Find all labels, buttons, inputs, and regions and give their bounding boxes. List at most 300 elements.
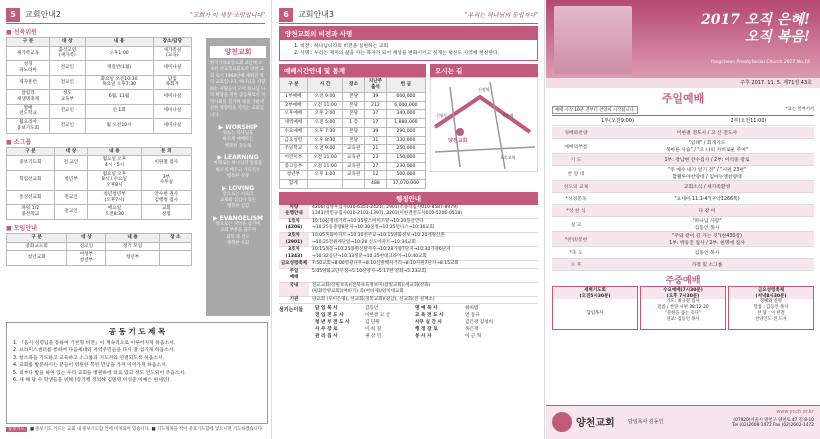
staff-name: 목은재 bbox=[465, 326, 479, 332]
table-cell: 오전 9:00 bbox=[307, 145, 342, 154]
table-cell: 오전 11:00 bbox=[307, 153, 342, 162]
table-cell: 전교인 bbox=[50, 104, 85, 118]
table-row bbox=[280, 101, 426, 110]
table-cell: 여성부 청년부 bbox=[67, 251, 106, 265]
small-groups-title: ■ 소그룹 bbox=[6, 138, 32, 146]
table-cell: 전교인 bbox=[54, 190, 88, 204]
table-row bbox=[7, 190, 192, 204]
table-cell: 월요리아 중보기도회 bbox=[7, 119, 50, 133]
table-row bbox=[280, 180, 426, 189]
staff-role: 봉 사 자 bbox=[415, 333, 432, 339]
table-cell: 본당 bbox=[343, 101, 365, 110]
sunday-service-heading: 주일예배 bbox=[661, 92, 705, 105]
sidebar-item-heading: ▶ LOVING bbox=[221, 184, 255, 192]
admin-row bbox=[279, 205, 538, 219]
table-cell: 청년교회 bbox=[7, 251, 67, 265]
order-row bbox=[552, 193, 814, 205]
left-panel bbox=[0, 0, 272, 439]
table-cell: 1 층 bbox=[343, 119, 365, 128]
admin-row bbox=[279, 233, 538, 247]
table-cell: 성도 교육부 bbox=[50, 90, 85, 104]
order-value: "하나님 사랑" 김동인 목사 bbox=[692, 219, 722, 231]
table-cell: 합계 bbox=[280, 180, 308, 189]
table-cell: 전교인 bbox=[67, 242, 106, 251]
church-footer bbox=[546, 405, 820, 439]
table-row bbox=[280, 136, 426, 145]
order-value: "주 예수 내가 알기 전" / "시편 23편" 할렐루야찬양대 / 임마누엘찬양대 bbox=[667, 168, 747, 180]
table-cell: 교회 신청 bbox=[141, 205, 191, 219]
table-cell: 교육관 bbox=[343, 145, 365, 154]
church-logo-icon bbox=[552, 412, 572, 432]
staff-row bbox=[315, 313, 538, 320]
cover-title-2: 오직 복음! bbox=[744, 28, 810, 45]
table-cell: 중고등부 bbox=[280, 162, 308, 171]
weekday-service-heading: 주중예배 bbox=[665, 276, 701, 286]
prayer-item: 5. 외부다 방을 하여 있는 우리 교회들 병원하에 의료 있고 정도 인도되어 주옵소서. bbox=[13, 370, 186, 376]
table-cell: 출석교인 (새가족) bbox=[50, 46, 85, 60]
table-cell: 전교인 bbox=[50, 75, 85, 89]
table-header-cell: 장소 bbox=[343, 78, 365, 92]
table-cell: 월요일 오후 4시 - 5시 bbox=[88, 156, 141, 170]
table-cell: 연 1회 bbox=[85, 104, 153, 118]
order-label: 오 후 bbox=[570, 263, 582, 268]
map-label: 신정역 bbox=[478, 87, 490, 93]
admin-row-label: 기관 bbox=[279, 297, 309, 304]
staff-role: 전 임 전 도 사 bbox=[315, 313, 344, 319]
table-header-cell: 구 분 bbox=[280, 78, 308, 92]
first-service-time: 1부(오전9:00) bbox=[601, 118, 634, 124]
standing-note: *표는 일어서서 bbox=[785, 107, 814, 112]
sidebar-item-heading: ▶ EVANGELISM bbox=[212, 214, 264, 222]
order-value: "입례" / 회개기도 목마른 사슴" / "오 나의 자비로운 주여" bbox=[665, 141, 749, 153]
table-cell: 파워 1/2 용선학교 bbox=[7, 205, 55, 219]
table-row bbox=[280, 127, 426, 136]
map-label: 목동역 bbox=[502, 113, 514, 119]
staff-box bbox=[279, 306, 538, 340]
admin-row-value: 10:10신정네거리→10:15필스마이트앞→10:20돌산인다 →10:25동충량8단지→10:30신정→10:35먼나스→10:36교회 bbox=[312, 218, 434, 231]
table-cell: 오후예배 bbox=[280, 110, 308, 119]
table-row bbox=[280, 145, 426, 154]
table-cell: 청년청년부 (오후7시) bbox=[88, 190, 141, 204]
small-groups-table bbox=[6, 147, 192, 220]
table-row bbox=[7, 90, 192, 104]
order-value: 가정 및 소그룹 bbox=[691, 263, 723, 268]
table-cell bbox=[159, 251, 191, 265]
table-cell: 오후 7:30 bbox=[307, 127, 342, 136]
admin-row-value: 10:05목화아파트→10:10천주교→10:15양화정보→10:20계왕산촌 →10:25전원계단앞→10:28 신도아파트→10:34교회 bbox=[312, 232, 445, 245]
table-cell: 이원철 집사 bbox=[141, 156, 191, 170]
table-cell: 담임 목회자 bbox=[153, 75, 191, 89]
weekday-service-column bbox=[728, 286, 814, 330]
order-value: "주와 같이 길 가는 것"(찬430장) 1부: 박동진 집사 / 2부: 한명애 집사 bbox=[669, 234, 745, 246]
table-cell: 31 bbox=[365, 136, 387, 145]
table-cell: 통성선교회 bbox=[7, 190, 55, 204]
table-cell: 17,070,000 bbox=[386, 180, 425, 189]
prayer-box bbox=[6, 322, 268, 424]
weekday-service-title: 금요성령축제 (저녁8시30분) bbox=[729, 287, 813, 299]
table-row bbox=[280, 110, 426, 119]
cover-title-1: 2017 오직 은혜! bbox=[701, 12, 810, 28]
church-location-marker bbox=[456, 128, 464, 136]
admin-row-label: 3호차 (1343) bbox=[279, 247, 309, 260]
admin-title: 행정안내 bbox=[279, 192, 538, 205]
order-label: 예배의부름 bbox=[564, 144, 588, 150]
order-row bbox=[552, 139, 814, 154]
staff-role: 행 정 장 로 bbox=[415, 326, 438, 332]
table-row bbox=[7, 61, 192, 75]
table-cell: 6,000,000 bbox=[386, 101, 425, 110]
sidebar-item-text: 아래로는 하나님의 말씀을 바르게 배우고 가르치는 행복한 성장 bbox=[213, 161, 263, 180]
order-label: *성 찬 식 bbox=[566, 209, 586, 214]
vision-box bbox=[279, 26, 538, 61]
table-row bbox=[7, 242, 192, 251]
order-label: 성도의 교제 bbox=[563, 185, 589, 190]
table-header-cell: 구 분 bbox=[7, 233, 67, 242]
order-row bbox=[552, 154, 814, 166]
mission-line: 2. 사명 : 우리는 제자의 삶을 사는 목자가 되어 세상을 변화시키고 싶게는 평신도 사역에 헌신한다. bbox=[294, 51, 500, 57]
footer-url[interactable]: www.ycch.or.kr bbox=[776, 409, 814, 415]
table-header-cell: 시 간 bbox=[307, 78, 342, 92]
order-row bbox=[552, 166, 814, 181]
sidebar-head: 양천교회 bbox=[210, 46, 266, 58]
table-cell: 330,000 bbox=[386, 136, 425, 145]
staff-role: 교 육 전 도 사 bbox=[415, 313, 444, 319]
prayer-title: 공 동 기 도 제 목 bbox=[108, 327, 166, 336]
table-row bbox=[280, 92, 426, 101]
table-cell: 212 bbox=[365, 101, 387, 110]
table-cell: 150,000 bbox=[386, 153, 425, 162]
staff-name: 이 근 혁 bbox=[465, 333, 482, 339]
table-row bbox=[7, 170, 192, 190]
table-cell: 매요일 오전8:30 bbox=[88, 205, 141, 219]
table-row bbox=[280, 153, 426, 162]
table-cell: 340,000 bbox=[386, 110, 425, 119]
admin-row-value: 5:05양화교단우정→5:10신양사→5:17현 강화→5:23교회 bbox=[312, 268, 427, 274]
staff-row bbox=[315, 306, 538, 313]
order-row bbox=[552, 205, 814, 217]
footnote-text: ■ 중보기도 카드는 교회 내 중보기도함 안에 비치되어 있습니다. ■ 기도제목을 적어 중보기도함에 넣으시면 기도하겠습니다. bbox=[29, 427, 264, 432]
order-value: 김동인 목사 bbox=[694, 251, 720, 256]
order-label: 기 도 bbox=[570, 158, 582, 163]
table-cell: 전교인 bbox=[54, 205, 88, 219]
order-label: *축 도 bbox=[569, 251, 583, 256]
prayer-item: 3. 항소목을 기도하고 교육하고 소그룹과 지도자와 연결되도록 하옵소서. bbox=[13, 355, 165, 361]
table-cell: 새벽예배 bbox=[280, 119, 308, 128]
map-box bbox=[430, 64, 538, 189]
weekday-service-title: 수요예배(7시30분) (오후 7시30분) bbox=[641, 287, 725, 299]
admin-row-value: 양교회 (우이은명), 선교회(경복교회)(전남), 선교회(전 설계소) bbox=[312, 296, 435, 302]
table-cell: 갈릴리 새생명축제 bbox=[7, 90, 50, 104]
table-cell: 열매 전도학교 bbox=[7, 104, 50, 118]
table-cell bbox=[159, 242, 191, 251]
map-title: 오시는 길 bbox=[430, 64, 538, 77]
table-header-cell: 문 의 bbox=[141, 147, 191, 156]
table-cell bbox=[307, 180, 342, 189]
staff-name: 이한결 고 산 bbox=[365, 313, 391, 319]
directions-map bbox=[430, 77, 538, 172]
table-cell: 안수현 권사 김행정 집사 bbox=[141, 190, 191, 204]
staff-title: 섬기는이들 bbox=[279, 307, 304, 314]
table-cell: 290,000 bbox=[386, 127, 425, 136]
order-label: *성경봉독 bbox=[565, 197, 587, 202]
footer-pastor: 담임목사 김동인 bbox=[628, 419, 664, 425]
admin-row-label: 금요성령축제 bbox=[280, 261, 308, 267]
table-cell: 중보기도회 bbox=[7, 156, 55, 170]
schedule-table bbox=[279, 77, 426, 189]
table-cell: 본당 bbox=[343, 136, 365, 145]
table-header-cell: 장소/담당 bbox=[153, 38, 191, 47]
admin-row-label: 2호차 (2901) bbox=[279, 233, 309, 246]
sidebar-item-text: 위로는 하나님을 바르게 예배하는 행복한 공동체 bbox=[222, 130, 254, 149]
table-cell: 21 bbox=[365, 145, 387, 154]
table-cell: 600,000 bbox=[386, 92, 425, 101]
order-label: *찬양/봉헌 bbox=[564, 237, 588, 243]
admin-row bbox=[279, 283, 538, 297]
prayer-item: 2. 프라미스센터를 통하여 다음세대와 지역주민들을 다시 잘 섬기게 하옵소서. bbox=[13, 348, 175, 354]
table-header-cell: 헌 금 bbox=[386, 78, 425, 92]
staff-name: 최희범 bbox=[465, 306, 479, 312]
table-cell: 금요성령 bbox=[280, 136, 308, 145]
table-cell: 월요일 오후 8시 / 수요일 오후8시 bbox=[88, 170, 141, 190]
table-row bbox=[280, 119, 426, 128]
staff-name: 연 동규 bbox=[465, 313, 480, 319]
meetings-title: ■ 모임안내 bbox=[6, 224, 37, 232]
table-cell: 27 bbox=[365, 162, 387, 171]
table-cell: 세미나실 bbox=[153, 90, 191, 104]
weekday-service-detail: 경배와 찬양 말씀 : 김동인 목사 찬 양 : 이 한결 찬양인도 전 도사 bbox=[753, 299, 789, 323]
groups-title: ■ 선육위원 bbox=[6, 29, 37, 36]
table-row bbox=[280, 171, 426, 180]
groups-table bbox=[6, 37, 192, 134]
table-cell: 오후 2:00 bbox=[307, 110, 342, 119]
table-header-cell: 내 용 bbox=[88, 147, 141, 156]
table-header-cell: 구 분 bbox=[7, 38, 50, 47]
admin-row bbox=[279, 247, 538, 261]
staff-role: 사 무 장 로 bbox=[315, 326, 338, 332]
table-cell: 새가족교육 bbox=[7, 46, 50, 60]
order-value: "요세아 11:1-4"(구약1266쪽) bbox=[674, 197, 740, 202]
middle-panel bbox=[273, 0, 545, 439]
table-cell: 월 오전10시 bbox=[85, 119, 153, 133]
section-motto: "우리는 하나님의 동업자다" bbox=[464, 12, 538, 19]
table-cell: 1,880,000 bbox=[386, 119, 425, 128]
table-cell: 본당 bbox=[343, 92, 365, 101]
section-header bbox=[6, 6, 265, 24]
admin-row-label: 주일 예배 bbox=[279, 269, 309, 282]
meetings-table bbox=[6, 233, 192, 266]
schedule-box bbox=[279, 64, 426, 189]
sidebar-item-text: 안으로는 서로의 교제와 섬김이 있는 행복한 섬김 bbox=[220, 191, 256, 210]
cover-subtitle: Yangcheon Presbyterian Church 2017 No.18 bbox=[710, 60, 810, 65]
admin-row-label: 차량 운행안내 bbox=[279, 205, 309, 218]
church-building-image bbox=[554, 6, 632, 74]
table-cell: 3부 사무실 bbox=[141, 170, 191, 190]
table-cell: 어린이부 bbox=[280, 153, 308, 162]
table-header-cell: 구 분 bbox=[7, 147, 55, 156]
order-value: 1부: 장남현 안수집사 / 2부: 이석중 장로 bbox=[664, 158, 750, 163]
order-value: 교회소식 / 새가족환영 bbox=[683, 185, 731, 190]
sidebar-body: 한국기독교장로회 교단에 소속된 선교적교회로서 양천 교회 로서 1968년에 세워진 복의 교회입니다. 하나님을 사랑하는 사람들이 모여 하나님 나라 확장을 위한 공동체로서 지역사회를 섬기며 세상 가운데 선한 영향력을 끼치는 교회입니다. bbox=[210, 61, 266, 118]
staff-row bbox=[315, 334, 538, 341]
table-header-cell: 대 상 bbox=[54, 147, 88, 156]
table-cell bbox=[343, 180, 365, 189]
table-cell: 오후 1:00 bbox=[307, 171, 342, 180]
table-cell: 세미나실 bbox=[153, 61, 191, 75]
admin-row-value: 10:15목동→10:25몽한신탈사우→10:28가양7단지→10:30가양6단지 →10:32공단→10:33정문→10:35현대크라이→10:40교회 bbox=[312, 247, 451, 259]
table-header-cell: 내 용 bbox=[85, 38, 153, 47]
table-header-cell: 장 소 bbox=[159, 233, 191, 242]
weekday-service-column bbox=[552, 286, 638, 330]
table-cell: 계절반(1월) bbox=[85, 61, 153, 75]
table-row bbox=[7, 75, 192, 89]
vision-line: 1. 비전 : 하나님나라의 비전을 실현하는 교회 bbox=[294, 44, 389, 49]
staff-role: 청 년 부 전 도 사 bbox=[315, 319, 350, 325]
table-cell: 전교인 bbox=[50, 61, 85, 75]
table-cell: 교육관 bbox=[343, 162, 365, 171]
table-cell: 250,000 bbox=[386, 145, 425, 154]
order-label: 경배와찬양 bbox=[564, 131, 588, 136]
church-identity-sidebar bbox=[206, 38, 270, 316]
second-service-time: 2부(오전11:00) bbox=[730, 118, 767, 124]
staff-name: 김 단원 bbox=[365, 319, 380, 325]
prayer-item: 6. 새 해 당 수 학생들을 위해 (장기행 정의해 김민영 이성준 이예은 한세인) bbox=[13, 378, 170, 384]
admin-row-label: 1호차 (4206) bbox=[279, 219, 309, 232]
table-header-cell: 내 용 bbox=[106, 233, 159, 242]
table-cell: 오전 11:00 bbox=[307, 162, 342, 171]
admin-row-value: 7:50교회→8:00영광나무→8:10신발해사거리→8:10자원7단지→8:15교회 bbox=[312, 261, 459, 267]
table-cell: 39 bbox=[365, 127, 387, 136]
service-notice: 예배 시작 10분 전부터 찬양이 시작됩니다. bbox=[552, 106, 638, 114]
prayer-item: 1. 『움시 성령님을 통하여 기천형 비전』이 계속적으로 이루어지게 하옵소서. bbox=[13, 341, 176, 346]
staff-role: 담 임 목 사 bbox=[315, 306, 338, 312]
table-cell: 오후 8:30 bbox=[307, 136, 342, 145]
prayer-item: 4. 교회를 방문하시는 분들이 영원한 복된 만남을 가져 이어가게 하옵소서. bbox=[13, 363, 168, 369]
table-row bbox=[7, 156, 192, 170]
section-number: 6 bbox=[279, 8, 293, 22]
map-label: 신월동 bbox=[436, 113, 448, 119]
staff-name: 김동인 bbox=[365, 306, 379, 312]
staff-name: 권 강 민 bbox=[365, 333, 382, 339]
admin-row-label: 국내 bbox=[279, 283, 309, 296]
table-cell: 17 bbox=[365, 119, 387, 128]
table-cell: 39 bbox=[365, 92, 387, 101]
schedule-title: 예배시간안내 및 통계 bbox=[279, 64, 426, 77]
table-cell: 488 bbox=[365, 180, 387, 189]
table-cell: 본당 bbox=[343, 110, 365, 119]
table-cell: 세미나실 bbox=[153, 119, 191, 133]
table-cell: 제자훈련 bbox=[7, 75, 50, 89]
table-cell: 500,000 bbox=[386, 171, 425, 180]
table-cell: 6월, 11월 bbox=[85, 90, 153, 104]
staff-row bbox=[315, 327, 538, 334]
table-cell: 23 bbox=[365, 153, 387, 162]
vision-title: 양천교회의 비전과 사명 bbox=[280, 27, 537, 40]
cover-banner bbox=[546, 0, 820, 78]
footnote-tag: 중보기도 bbox=[8, 427, 25, 432]
weekday-service-column bbox=[640, 286, 726, 330]
order-value: 이한결 전도사 / 고 산 전도사 bbox=[676, 131, 738, 136]
table-cell: 오후1:00 bbox=[85, 46, 153, 60]
table-cell: 학업선교회 bbox=[7, 170, 55, 190]
admin-row bbox=[279, 269, 538, 283]
table-row bbox=[7, 251, 192, 265]
order-label: 설 교 bbox=[570, 222, 582, 228]
map-label: 오목교역 bbox=[500, 155, 516, 161]
staff-role: 명 예 목 사 bbox=[415, 306, 438, 312]
table-cell: 청년부 bbox=[106, 251, 159, 265]
table-row bbox=[280, 162, 426, 171]
table-row bbox=[7, 205, 192, 219]
table-cell: 청년부 bbox=[54, 170, 88, 190]
table-cell: 세미나실 bbox=[153, 104, 191, 118]
staff-role: 관 리 집 사 bbox=[315, 333, 338, 339]
table-row bbox=[7, 46, 192, 60]
table-row bbox=[7, 119, 192, 133]
staff-role: 사무 실 간 사 bbox=[415, 319, 442, 325]
table-cell: 전교인 bbox=[50, 119, 85, 133]
table-cell: 본당 bbox=[343, 127, 365, 136]
order-row bbox=[552, 217, 814, 232]
section-title: 교회안내3 bbox=[298, 10, 335, 19]
table-cell: 주일학교 bbox=[280, 145, 308, 154]
table-cell: 오전 9:00 bbox=[307, 92, 342, 101]
table-cell: 성경 파노라마 bbox=[7, 61, 50, 75]
footer-address: (07920)서울시 양천구 양천로 47 길 8-10 Tel (02)2608-1472 Fax (02)2662-1472 bbox=[732, 418, 814, 428]
sidebar-item-text: 밖으로는 지역을 섬기며 교회 부흥을 꿈꾸며 회복 과 전도 행복한 사회 bbox=[215, 221, 261, 247]
table-cell: 새가족실 (교육) bbox=[153, 46, 191, 60]
table-row bbox=[7, 104, 192, 118]
table-cell: 12 bbox=[365, 171, 387, 180]
table-header-cell: 대 상 bbox=[50, 38, 85, 47]
section-motto: "교회가 이 세상 소망입니다" bbox=[190, 12, 265, 19]
order-row bbox=[552, 181, 814, 193]
table-cell: 2부예배 bbox=[280, 101, 308, 110]
staff-row bbox=[315, 320, 538, 327]
staff-name: 김은경 김성희 bbox=[465, 319, 494, 325]
admin-box bbox=[279, 192, 538, 304]
admin-row bbox=[279, 261, 538, 269]
order-value: 다 같 이 bbox=[698, 209, 716, 214]
footnote bbox=[6, 426, 263, 432]
admin-row bbox=[279, 219, 538, 233]
table-header-cell: 지난주 출석 bbox=[365, 78, 387, 92]
weekday-service-title: 새벽기도회 (오전5시30분) bbox=[553, 287, 637, 299]
table-header-cell: 대 상 bbox=[67, 233, 106, 242]
table-cell: 정기 모임 bbox=[106, 242, 159, 251]
table-cell: 37 bbox=[365, 110, 387, 119]
admin-row bbox=[279, 297, 538, 305]
staff-name: 이 희 길 bbox=[365, 326, 382, 332]
table-cell: 오전 5:00 bbox=[307, 119, 342, 128]
table-cell: 청년부 bbox=[280, 171, 308, 180]
table-cell: 교육관 bbox=[343, 153, 365, 162]
table-cell: 230,000 bbox=[386, 162, 425, 171]
table-cell: 오전 11:00 bbox=[307, 101, 342, 110]
footer-church-name: 양천교회 bbox=[576, 418, 615, 429]
section-header bbox=[279, 6, 538, 24]
right-panel bbox=[546, 0, 820, 439]
sidebar-item-heading: ▶ WORSHIP bbox=[218, 123, 258, 131]
order-row bbox=[552, 247, 814, 259]
table-cell: 1부예배 bbox=[280, 92, 308, 101]
admin-row-value: 전교교회(강원보육)(전북보육정보미(참빛교회)(세교회(강화) (평화안양교회)(여바기) 과(여바제)/양치대교회 bbox=[312, 282, 431, 295]
section-number: 5 bbox=[6, 8, 20, 22]
sidebar-item-heading: ▶ LEARNING bbox=[217, 154, 259, 162]
order-row bbox=[552, 259, 814, 271]
order-row bbox=[552, 127, 814, 139]
weekday-service-detail: 기도: 최규철 집사 말씀 / 찬양 시편 38:12-20 "분한을 품는 유다" 설교: 김동인 목사 bbox=[657, 299, 709, 323]
table-cell: 수요예배 bbox=[280, 127, 308, 136]
